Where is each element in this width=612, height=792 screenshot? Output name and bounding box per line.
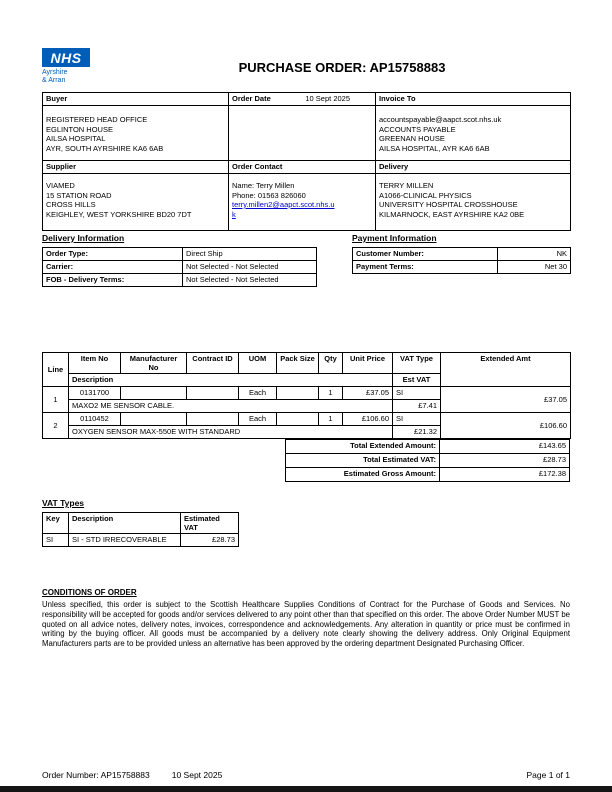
- nhs-region-line: & Arran: [42, 77, 66, 84]
- col-header-uom: UOM: [239, 353, 277, 374]
- extended-amt-cell: £37.05: [441, 387, 571, 413]
- unit-price-cell: £37.05: [343, 387, 393, 400]
- address-line: ACCOUNTS PAYABLE: [379, 124, 456, 134]
- vat-key-header: Key: [43, 513, 69, 534]
- extended-amt-cell: £106.60: [441, 413, 571, 439]
- customer-number-label: Customer Number:: [353, 248, 498, 261]
- address-line: CROSS HILLS: [46, 200, 96, 209]
- pack-size-cell: [277, 413, 319, 426]
- est-vat-cell: £21.32: [393, 426, 441, 439]
- delivery-information-heading: Delivery Information: [42, 233, 125, 243]
- buyer-header: Buyer: [43, 93, 229, 106]
- delivery-header: Delivery: [376, 161, 571, 174]
- table-row: [286, 440, 570, 454]
- vat-key-cell: SI: [43, 534, 69, 547]
- address-line: 15 STATION ROAD: [46, 190, 112, 200]
- vat-type-cell: SI: [393, 387, 441, 400]
- address-line: AYR, SOUTH AYRSHIRE KA6 6AB: [46, 143, 164, 153]
- total-estimated-vat-label: Total Estimated VAT:: [286, 454, 440, 468]
- nhs-logo-mark: NHS: [42, 48, 90, 67]
- page-title: PURCHASE ORDER: AP15758883: [238, 60, 446, 75]
- col-header-vat-type: VAT Type: [393, 353, 441, 374]
- table-row: [43, 248, 317, 261]
- payment-information-section: [352, 233, 570, 287]
- fob-delivery-terms-value: Not Selected - Not Selected: [183, 274, 317, 287]
- item-row: [43, 387, 571, 400]
- parties-header-row-1: [43, 93, 571, 106]
- line-items-section: [42, 352, 570, 482]
- total-estimated-vat-value: £28.73: [440, 454, 570, 468]
- payment-information-heading: Payment Information: [352, 233, 437, 243]
- table-row: [353, 261, 571, 274]
- supplier-address: [43, 174, 229, 231]
- address-line: VIAMED: [46, 181, 75, 190]
- conditions-section: [42, 588, 570, 649]
- delivery-address: [376, 174, 571, 231]
- vat-types-section: [42, 498, 239, 547]
- contract-id-cell: [187, 413, 239, 426]
- footer-left-group: [42, 770, 222, 780]
- line-items-table: [42, 352, 571, 439]
- uom-cell: Each: [239, 387, 277, 400]
- table-row: [43, 513, 239, 534]
- carrier-label: Carrier:: [43, 261, 183, 274]
- vat-estimated-cell: £28.73: [181, 534, 239, 547]
- order-date-label: Order Date: [232, 94, 271, 103]
- address-line: AILSA HOSPITAL: [46, 134, 106, 143]
- address-line: TERRY MILLEN: [379, 181, 434, 190]
- order-date-value: 10 Sept 2025: [305, 94, 350, 103]
- order-parties-table: [42, 92, 571, 231]
- page-footer: [42, 770, 570, 780]
- col-header-manufacturer-no: Manufacturer No: [121, 353, 187, 374]
- col-header-unit-price: Unit Price: [343, 353, 393, 374]
- col-header-extended-amt: Extended Amt: [441, 353, 571, 387]
- order-contact-header: Order Contact: [229, 161, 376, 174]
- address-line: UNIVERSITY HOSPITAL CROSSHOUSE: [379, 200, 518, 209]
- supplier-header: Supplier: [43, 161, 229, 174]
- vat-types-heading: VAT Types: [42, 498, 85, 508]
- vat-description-header: Description: [69, 513, 181, 534]
- vat-types-table: [42, 512, 239, 547]
- item-line-number: 2: [43, 413, 69, 439]
- delivery-information-table: [42, 247, 317, 287]
- total-extended-amount-label: Total Extended Amount:: [286, 440, 440, 454]
- conditions-text: Unless specified, this order is subject to the Scottish Healthcare Supplies Conditions of Contract for the Purchase of Goods and Services. No responsibility will be accepted for goods and/or services delivered to any point other than that specified on this order. The above Order Number MUST be quoted on all advice notes, delivery notes, invoices, correspondence and acknowledgements. Any alteration in quantity or price must be confirmed in writing by the buying officer. All goods must be accompanied by a delivery note clearly showing the delivery address. Only Original Equipment Manufacturers parts are to be provided unless an alternative has been approved by the ordering department Designated Purchasing Officer.: [42, 600, 570, 649]
- address-line: KEIGHLEY, WEST YORKSHIRE BD20 7DT: [46, 209, 192, 219]
- manufacturer-no-cell: [121, 387, 187, 400]
- payment-terms-value: Net 30: [498, 261, 571, 274]
- parties-header-row-2: [43, 161, 571, 174]
- table-row: [286, 468, 570, 482]
- col-header-qty: Qty: [319, 353, 343, 374]
- vat-type-cell: SI: [393, 413, 441, 426]
- contract-id-cell: [187, 387, 239, 400]
- address-line: KILMARNOCK, EAST AYRSHIRE KA2 0BE: [379, 209, 525, 219]
- item-row: [43, 413, 571, 426]
- estimated-gross-amount-value: £172.38: [440, 468, 570, 482]
- vat-estimated-header: Estimated VAT: [181, 513, 239, 534]
- carrier-value: Not Selected - Not Selected: [183, 261, 317, 274]
- est-vat-cell: £7.41: [393, 400, 441, 413]
- order-date-cell: [232, 94, 372, 103]
- table-row: [43, 261, 317, 274]
- item-description-cell: MAXO2 ME SENSOR CABLE.: [69, 400, 393, 413]
- col-header-contract-id: Contract ID: [187, 353, 239, 374]
- manufacturer-no-cell: [121, 413, 187, 426]
- order-contact-details: [229, 174, 376, 231]
- pack-size-cell: [277, 387, 319, 400]
- payment-information-table: [352, 247, 571, 274]
- address-line: AILSA HOSPITAL, AYR KA6 6AB: [379, 143, 490, 153]
- order-date-header: [229, 93, 376, 106]
- invoice-to-header: Invoice To: [376, 93, 571, 106]
- col-header-pack-size: Pack Size: [277, 353, 319, 374]
- address-line: EGLINTON HOUSE: [46, 124, 113, 134]
- conditions-heading: CONDITIONS OF ORDER: [42, 588, 137, 597]
- col-header-est-vat: Est VAT: [393, 374, 441, 387]
- contact-name: Name: Terry Millen: [232, 181, 295, 190]
- customer-number-value: NK: [498, 248, 571, 261]
- estimated-gross-amount-label: Estimated Gross Amount:: [286, 468, 440, 482]
- buyer-address: [43, 106, 229, 161]
- order-type-value: Direct Ship: [183, 248, 317, 261]
- address-line: REGISTERED HEAD OFFICE: [46, 115, 148, 124]
- item-description-cell: OXYGEN SENSOR MAX-550E WITH STANDARD: [69, 426, 393, 439]
- delivery-information-section: [42, 233, 316, 287]
- item-no-cell: 0110452: [69, 413, 121, 426]
- page-bottom-edge: [0, 786, 612, 792]
- col-header-item-no: Item No: [69, 353, 121, 374]
- item-line-number: 1: [43, 387, 69, 413]
- footer-order-number: Order Number: AP15758883: [42, 770, 150, 780]
- vat-description-cell: SI - STD IRRECOVERABLE: [69, 534, 181, 547]
- nhs-region-line: Ayrshire: [42, 69, 68, 76]
- table-row: [43, 534, 239, 547]
- total-extended-amount-value: £143.65: [440, 440, 570, 454]
- parties-body-row-1: [43, 106, 571, 161]
- order-type-label: Order Type:: [43, 248, 183, 261]
- invoice-to-address: [376, 106, 571, 161]
- payment-terms-label: Payment Terms:: [353, 261, 498, 274]
- table-row: [43, 274, 317, 287]
- col-header-line: Line: [43, 353, 69, 387]
- item-no-cell: 0131700: [69, 387, 121, 400]
- fob-delivery-terms-label: FOB - Delivery Terms:: [43, 274, 183, 287]
- address-line: accountspayable@aapct.scot.nhs.uk: [379, 115, 502, 124]
- table-row: [353, 248, 571, 261]
- address-line: GREENAN HOUSE: [379, 134, 445, 143]
- order-date-empty-cell: [229, 106, 376, 161]
- totals-table: [285, 439, 570, 482]
- col-header-description: Description: [69, 374, 393, 387]
- parties-body-row-2: [43, 174, 571, 231]
- qty-cell: 1: [319, 413, 343, 426]
- footer-date: 10 Sept 2025: [171, 770, 223, 780]
- footer-page-count: Page 1 of 1: [526, 770, 570, 780]
- contact-email-link[interactable]: terry.millen2@aapct.scot.nhs.uk: [232, 200, 335, 219]
- address-line: A1066-CLINICAL PHYSICS: [379, 190, 472, 200]
- unit-price-cell: £106.60: [343, 413, 393, 426]
- items-header-row-1: [43, 353, 571, 374]
- contact-phone: Phone: 01563 826060: [232, 190, 306, 200]
- table-row: [286, 454, 570, 468]
- qty-cell: 1: [319, 387, 343, 400]
- info-sections: [42, 233, 570, 287]
- uom-cell: Each: [239, 413, 277, 426]
